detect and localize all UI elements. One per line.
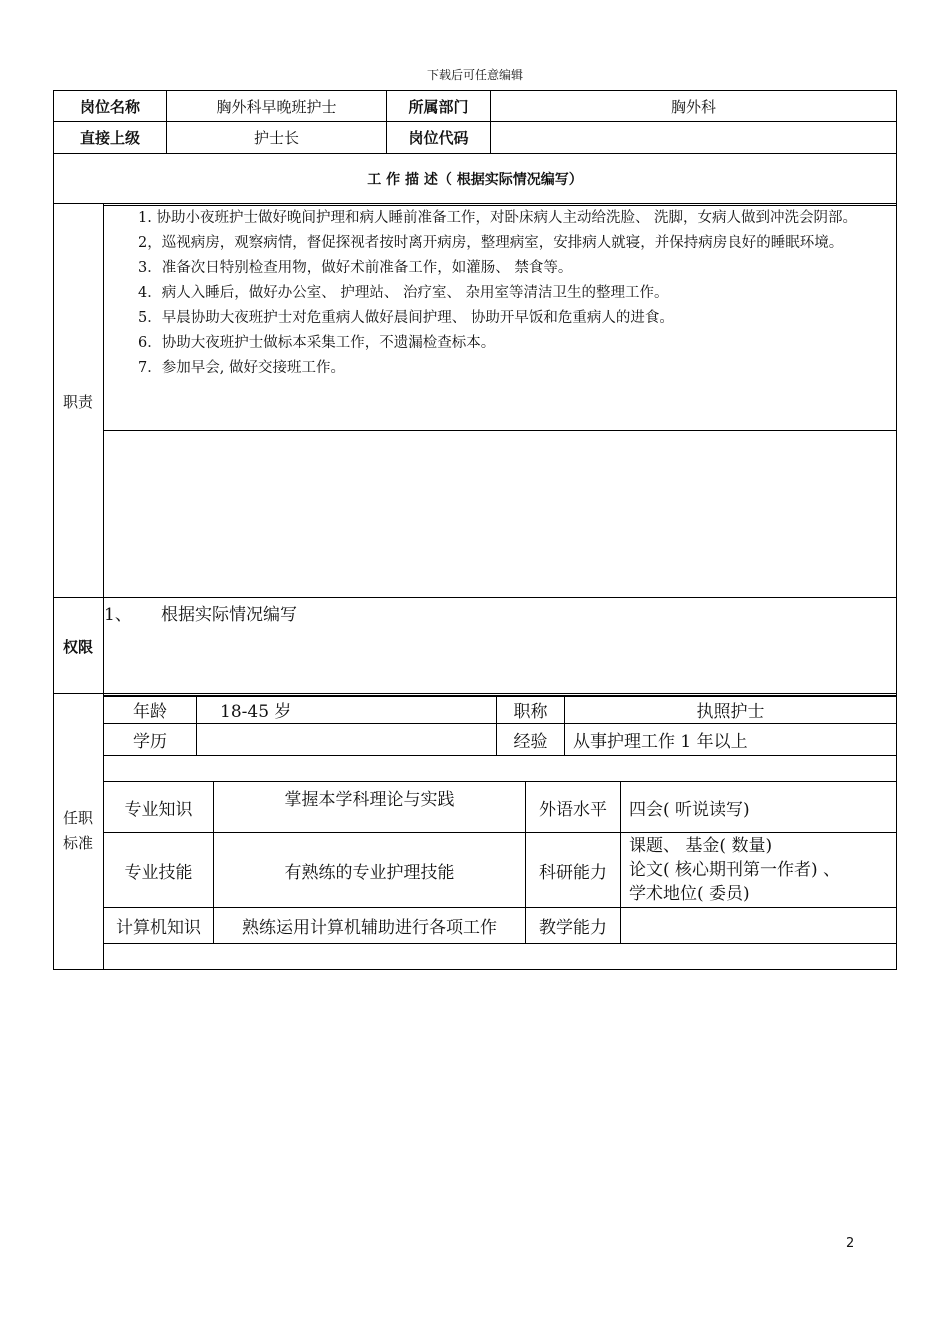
duty-item: 4．病人入睡后，做好办公室、 护理站、 治疗室、 杂用室等清洁卫生的整理工作。 — [138, 285, 669, 301]
post-code-label: 岗位代码 — [386, 122, 490, 154]
page-number: 2 — [846, 1236, 855, 1251]
superior-value: 护士长 — [166, 122, 386, 154]
title-value: 执照护士 — [564, 696, 897, 724]
language-value: 四会( 听说读写) — [620, 782, 897, 833]
authority-text: 根据实际情况编写 — [161, 605, 297, 625]
standards-top-border — [53, 693, 897, 694]
teaching-value — [620, 908, 897, 944]
authority-number: 1、 — [104, 605, 132, 625]
authority-top-border — [53, 597, 897, 598]
experience-value: 从事护理工作 1 年以上 — [564, 724, 897, 756]
duty-item: 3．准备次日特别检查用物，做好术前准备工作，如灌肠、 禁食等。 — [138, 260, 573, 276]
duties-inner-divider — [103, 430, 897, 431]
work-description-title: 工 作 描 述（ 根据实际情况编写） — [53, 154, 897, 204]
age-label: 年龄 — [103, 696, 196, 724]
skill-value: 有熟练的专业护理技能 — [213, 833, 525, 908]
research-value: 课题、 基金( 数量) 论文( 核心期刊第一作者) 、 学术地位( 委员) — [620, 833, 897, 908]
superior-label: 直接上级 — [53, 122, 166, 154]
education-value — [196, 724, 496, 756]
knowledge-value: 掌握本学科理论与实践 — [213, 782, 525, 833]
skill-label: 专业技能 — [103, 833, 213, 908]
research-label: 科研能力 — [525, 833, 620, 908]
title-label: 职称 — [496, 696, 564, 724]
post-name-label: 岗位名称 — [53, 90, 166, 122]
education-label: 学历 — [103, 724, 196, 756]
computer-value: 熟练运用计算机辅助进行各项工作 — [213, 908, 525, 944]
duty-item: 5．早晨协助大夜班护士对危重病人做好晨间护理、 协助开早饭和危重病人的进食。 — [138, 310, 674, 326]
duties-list — [104, 206, 894, 381]
duty-item: 2，巡视病房，观察病情，督促探视者按时离开病房，整理病室，安排病人就寝，并保持病房良好的睡眠环境。 — [138, 235, 844, 251]
dept-label: 所属部门 — [386, 90, 490, 122]
duty-item: 1. 协助小夜班护士做好晚间护理和病人睡前准备工作，对卧床病人主动给洗脸、 洗脚，女病人做到冲洗会阴部。 — [138, 210, 858, 226]
duty-item: 7．参加早会, 做好交接班工作。 — [138, 360, 345, 376]
knowledge-label: 专业知识 — [103, 782, 213, 833]
authority-label: 权限 — [62, 637, 93, 656]
computer-label: 计算机知识 — [103, 908, 213, 944]
standards-label: 任职 标准 — [62, 809, 93, 852]
duty-item: 6．协助大夜班护士做标本采集工作，不遗漏检查标本。 — [138, 335, 496, 351]
age-value: 18-45 岁 — [196, 696, 496, 724]
header-note: 下载后可任意编辑 — [426, 68, 523, 82]
language-label: 外语水平 — [525, 782, 620, 833]
experience-label: 经验 — [496, 724, 564, 756]
spacer-row — [103, 756, 897, 782]
dept-value: 胸外科 — [490, 90, 897, 122]
duties-label: 职责 — [62, 392, 93, 411]
post-code-value — [490, 122, 897, 154]
teaching-label: 教学能力 — [525, 908, 620, 944]
post-name-value: 胸外科早晚班护士 — [166, 90, 386, 122]
